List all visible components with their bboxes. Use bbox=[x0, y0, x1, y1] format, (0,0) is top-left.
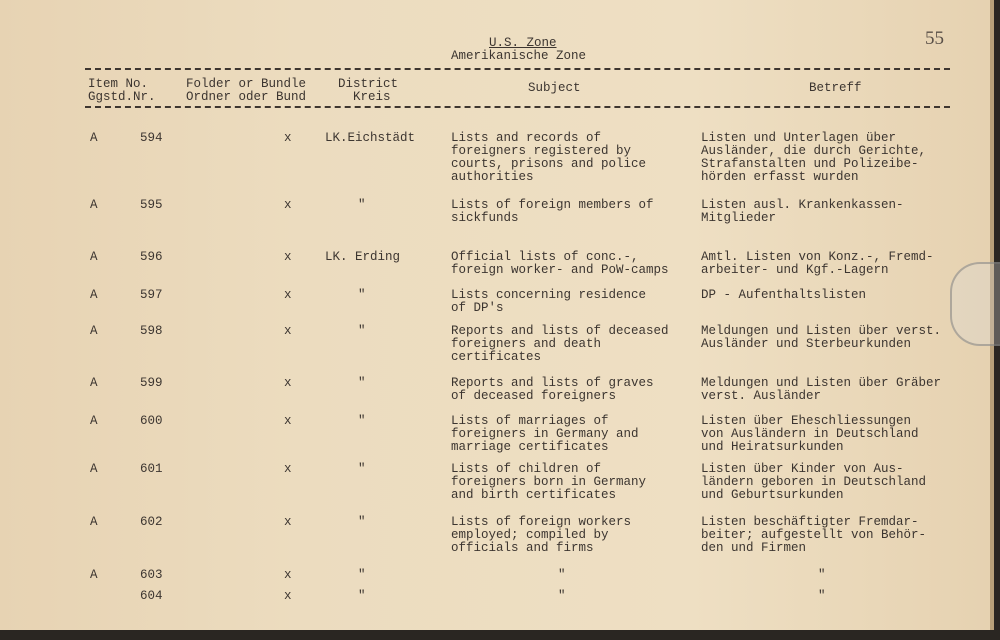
item-number: 594 bbox=[140, 131, 163, 145]
subject: Reports and lists of deceased foreigners and death certificates bbox=[451, 324, 669, 364]
subject: Official lists of conc.-, foreign worker- and PoW-camps bbox=[451, 250, 669, 277]
item-number: 603 bbox=[140, 568, 163, 582]
item-number: 599 bbox=[140, 376, 163, 390]
item-number: 596 bbox=[140, 250, 163, 264]
row-class: A bbox=[90, 376, 98, 390]
subject: Lists of foreign workers employed; compiled by officials and firms bbox=[451, 515, 632, 555]
divider bbox=[85, 106, 950, 108]
betreff: Listen beschäftigter Fremdar- beiter; aufgestellt von Behör- den und Firmen bbox=[701, 515, 927, 555]
subject: " bbox=[558, 568, 566, 582]
subject: Reports and lists of graves of deceased foreigners bbox=[451, 376, 654, 403]
folder-mark: x bbox=[284, 376, 292, 390]
row-class: A bbox=[90, 414, 98, 428]
page-number: 55 bbox=[925, 28, 944, 49]
row-class: A bbox=[90, 462, 98, 476]
betreff: Listen und Unterlagen über Ausländer, die durch Gerichte, Strafanstalten und Polizeibe- hörden erfasst wurden bbox=[701, 131, 927, 184]
district: " bbox=[358, 515, 366, 529]
folder-mark: x bbox=[284, 288, 292, 302]
subject: Lists of marriages of foreigners in Germany and marriage certificates bbox=[451, 414, 639, 454]
betreff: Meldungen und Listen über verst. Ausländer und Sterbeurkunden bbox=[701, 324, 942, 351]
row-class: A bbox=[90, 568, 98, 582]
item-number: 600 bbox=[140, 414, 163, 428]
item-number: 598 bbox=[140, 324, 163, 338]
item-number: 597 bbox=[140, 288, 163, 302]
item-number: 602 bbox=[140, 515, 163, 529]
item-number: 595 bbox=[140, 198, 163, 212]
folder-mark: x bbox=[284, 250, 292, 264]
row-class: A bbox=[90, 131, 98, 145]
betreff: Listen über Kinder von Aus- ländern geboren in Deutschland und Geburtsurkunden bbox=[701, 462, 927, 502]
zone-title: U.S. Zone bbox=[489, 36, 557, 50]
district: " bbox=[358, 288, 366, 302]
folder-mark: x bbox=[284, 589, 292, 603]
district: " bbox=[358, 376, 366, 390]
betreff: Listen ausl. Krankenkassen- Mitglieder bbox=[701, 198, 904, 225]
row-class: A bbox=[90, 198, 98, 212]
betreff: DP - Aufenthaltslisten bbox=[701, 288, 867, 302]
row-class: A bbox=[90, 288, 98, 302]
district: " bbox=[358, 589, 366, 603]
betreff: Listen über Eheschliessungen von Ausländern in Deutschland und Heiratsurkunden bbox=[701, 414, 919, 454]
row-class: A bbox=[90, 250, 98, 264]
betreff: Amtl. Listen von Konz.-, Fremd- arbeiter- und Kgf.-Lagern bbox=[701, 250, 934, 277]
district: " bbox=[358, 414, 366, 428]
district: " bbox=[358, 324, 366, 338]
betreff: Meldungen und Listen über Gräber verst. Ausländer bbox=[701, 376, 942, 403]
row-class: A bbox=[90, 324, 98, 338]
district: " bbox=[358, 462, 366, 476]
folder-mark: x bbox=[284, 198, 292, 212]
subject: Lists of children of foreigners born in Germany and birth certificates bbox=[451, 462, 647, 502]
folder-mark: x bbox=[284, 131, 292, 145]
subject: Lists and records of foreigners registered by courts, prisons and police authorities bbox=[451, 131, 647, 184]
folder-mark: x bbox=[284, 568, 292, 582]
header-subject: Subject bbox=[528, 81, 581, 95]
header-betreff: Betreff bbox=[809, 81, 862, 95]
betreff: " bbox=[818, 568, 826, 582]
header-item: Item No. Ggstd.Nr. bbox=[88, 77, 156, 104]
subject: Lists concerning residence of DP's bbox=[451, 288, 647, 315]
item-number: 604 bbox=[140, 589, 163, 603]
betreff: " bbox=[818, 589, 826, 603]
folder-mark: x bbox=[284, 324, 292, 338]
district: LK. Erding bbox=[325, 250, 401, 264]
header-district: District Kreis bbox=[338, 77, 399, 104]
item-number: 601 bbox=[140, 462, 163, 476]
district: " bbox=[358, 198, 366, 212]
subject: " bbox=[558, 589, 566, 603]
district: LK.Eichstädt bbox=[325, 131, 416, 145]
folder-mark: x bbox=[284, 414, 292, 428]
row-class: A bbox=[90, 515, 98, 529]
plastic-tab bbox=[950, 262, 1000, 346]
folder-mark: x bbox=[284, 515, 292, 529]
zone-subtitle: Amerikanische Zone bbox=[451, 49, 587, 63]
district: " bbox=[358, 568, 366, 582]
folder-mark: x bbox=[284, 462, 292, 476]
subject: Lists of foreign members of sickfunds bbox=[451, 198, 654, 225]
divider bbox=[85, 68, 950, 70]
header-folder: Folder or Bundle Ordner oder Bund bbox=[186, 77, 307, 104]
